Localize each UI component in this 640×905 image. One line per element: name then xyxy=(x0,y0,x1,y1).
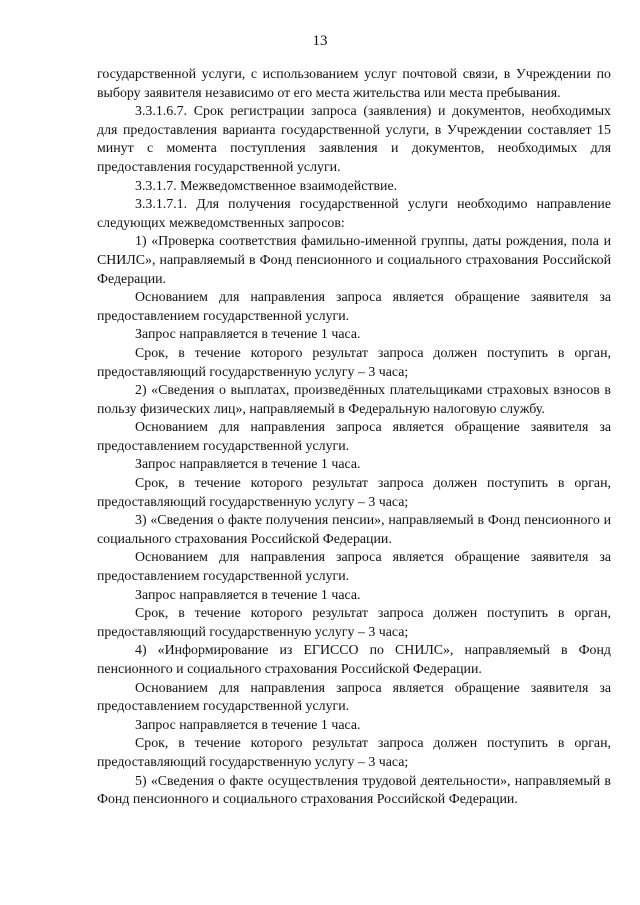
request-item-5: 5) «Сведения о факте осуществления трудовой деятельности», направляемый в Фонд пенсионного и социального страхования Российской Федерации. xyxy=(97,773,611,808)
request-item-2: 2) «Сведения о выплатах, произведённых плательщиками страховых взносов в пользу физических лиц», направляемый в Федеральную налоговую службу. xyxy=(97,383,611,417)
request-send-time: Запрос направляется в течение 1 часа. xyxy=(135,457,361,473)
request-send-time: Запрос направляется в течение 1 часа. xyxy=(135,327,361,343)
section-heading-interagency: 3.3.1.7. Межведомственное взаимодействие. xyxy=(135,178,398,194)
request-result-term: Срок, в течение которого результат запроса должен поступить в орган, предоставляющий государственную услугу – 3 часа; xyxy=(97,476,611,510)
request-item-1: 1) «Проверка соответствия фамильно-именной группы, даты рождения, пола и СНИЛС», направляемый в Фонд пенсионного и социального страхования Российской Федерации. xyxy=(97,234,611,287)
paragraph-registration-term: 3.3.1.6.7. Срок регистрации запроса (заявления) и документов, необходимых для предоставления варианта государственной услуги, в Учреждении составляет 15 минут с момента поступления заявления и документов, необходимых для предоставления государственной услуги. xyxy=(97,104,611,175)
request-result-term: Срок, в течение которого результат запроса должен поступить в орган, предоставляющий государственную услугу – 3 часа; xyxy=(97,345,611,380)
request-result-term: Срок, в течение которого результат запроса должен поступить в орган, предоставляющий государственную услугу – 3 часа; xyxy=(97,736,611,770)
document-body xyxy=(97,66,611,810)
request-send-time: Запрос направляется в течение 1 часа. xyxy=(135,717,361,733)
request-item-3: 3) «Сведения о факте получения пенсии», направляемый в Фонд пенсионного и социального страхования Российской Федерации. xyxy=(97,513,611,547)
request-basis: Основанием для направления запроса является обращение заявителя за предоставлением государственной услуги. xyxy=(97,420,611,454)
request-send-time: Запрос направляется в течение 1 часа. xyxy=(135,587,361,603)
paragraph-requests-intro: 3.3.1.7.1. Для получения государственной услуги необходимо направление следующих межведомственных запросов: xyxy=(97,197,611,231)
request-result-term: Срок, в течение которого результат запроса должен поступить в орган, предоставляющий государственную услугу – 3 часа; xyxy=(97,606,611,640)
request-item-4: 4) «Информирование из ЕГИССО по СНИЛС», направляемый в Фонд пенсионного и социального страхования Российской Федерации. xyxy=(97,643,611,677)
request-basis: Основанием для направления запроса является обращение заявителя за предоставлением государственной услуги. xyxy=(97,550,611,585)
request-basis: Основанием для направления запроса является обращение заявителя за предоставлением государственной услуги. xyxy=(97,680,611,715)
page-number: 13 xyxy=(312,33,328,49)
request-basis: Основанием для направления запроса является обращение заявителя за предоставлением государственной услуги. xyxy=(97,290,611,324)
paragraph-continuation: государственной услуги, с использованием услуг почтовой связи, в Учреждении по выбору заявителя независимо от его места жительства или места пребывания. xyxy=(97,67,611,101)
